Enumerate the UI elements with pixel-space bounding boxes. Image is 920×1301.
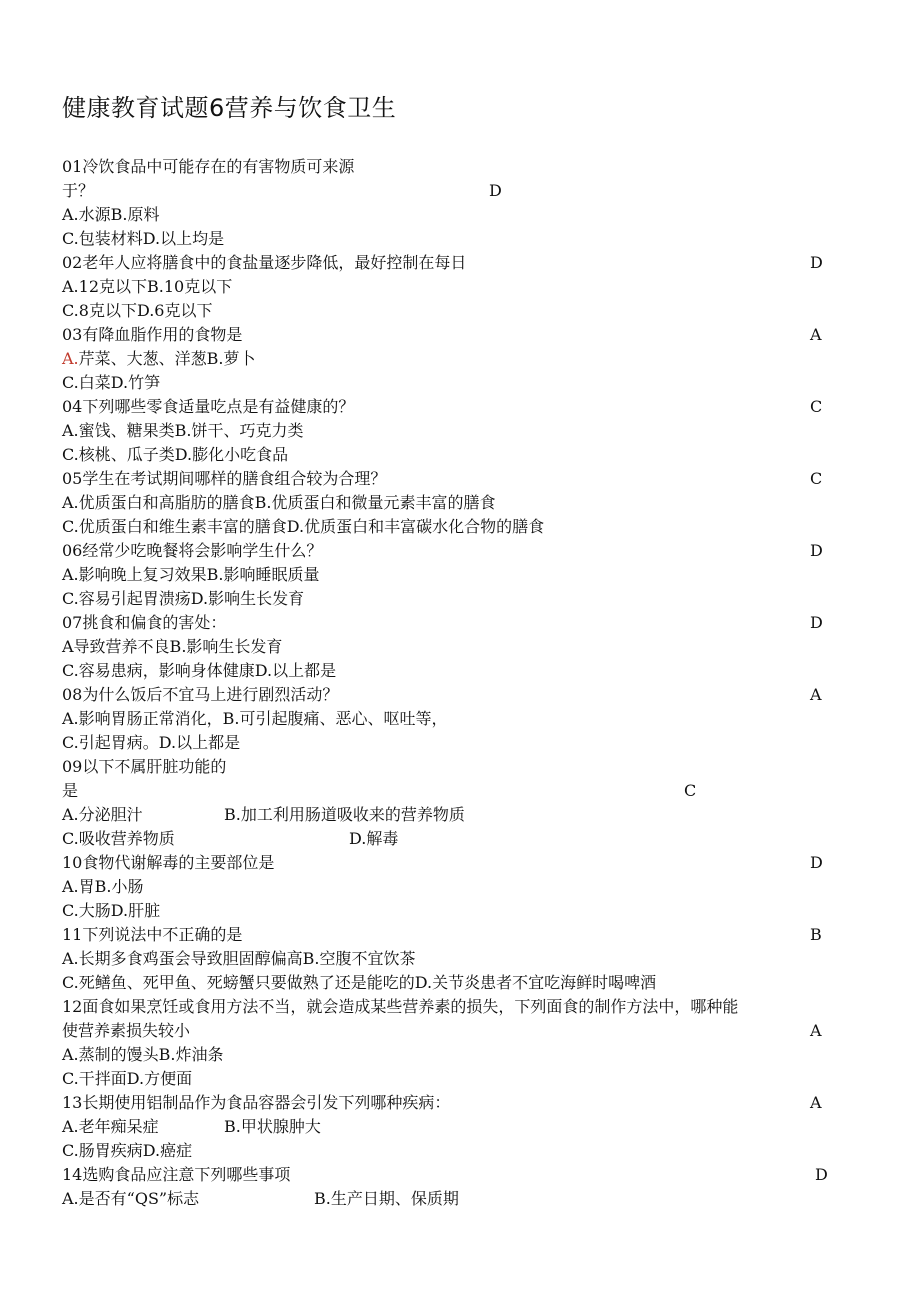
option-line: A.影响胃肠正常消化，B.可引起腹痛、恶心、呕吐等，: [62, 709, 448, 728]
option-line: A.长期多食鸡蛋会导致胆固醇偏高B.空腹不宜饮茶: [62, 949, 416, 968]
page-title: 健康教育试题6营养与饮食卫生: [62, 94, 397, 122]
answer-key: B: [810, 925, 822, 944]
option-line: A.12克以下B.10克以下: [62, 277, 233, 296]
option-c: C.吸收营养物质: [62, 829, 175, 848]
option-line: A.优质蛋白和高脂肪的膳食B.优质蛋白和微量元素丰富的膳食: [62, 493, 496, 512]
option-text: 芹菜、大葱、洋葱B.萝卜: [78, 349, 256, 368]
question-text: 09以下不属肝脏功能的: [62, 757, 227, 776]
option-line: C.优质蛋白和维生素丰富的膳食D.优质蛋白和丰富碳水化合物的膳食: [62, 517, 545, 536]
option-line: C.容易患病，影响身体健康D.以上都是: [62, 661, 337, 680]
question-text: 08为什么饭后不宜马上进行剧烈活动？: [62, 685, 339, 704]
answer-key: D: [810, 253, 823, 272]
question-text: 07挑食和偏食的害处：: [62, 613, 227, 632]
answer-key: C: [684, 781, 697, 800]
option-line: C.核桃、瓜子类D.膨化小吃食品: [62, 445, 289, 464]
answer-key: D: [810, 613, 823, 632]
option-a: A.老年痴呆症: [62, 1117, 159, 1136]
question-text: 03有降血脂作用的食物是: [62, 325, 243, 344]
question-text: 04下列哪些零食适量吃点是有益健康的？: [62, 397, 355, 416]
question-text-cont: 是: [62, 781, 79, 800]
answer-key: A: [810, 1093, 822, 1112]
option-line: A.水源B.原料: [62, 205, 160, 224]
option-line: A.影响晚上复习效果B.影响睡眠质量: [62, 565, 320, 584]
answer-key: D: [810, 541, 823, 560]
answer-key: C: [810, 397, 823, 416]
option-a: A.分泌胆汁: [62, 805, 143, 824]
question-text: 06经常少吃晚餐将会影响学生什么？: [62, 541, 323, 560]
question-text: 13长期使用铝制品作为食品容器会引发下列哪种疾病：: [62, 1093, 451, 1112]
question-text: 14选购食品应注意下列哪些事项: [62, 1165, 291, 1184]
option-line: A导致营养不良B.影响生长发育: [62, 637, 283, 656]
question-text: 05学生在考试期间哪样的膳食组合较为合理？: [62, 469, 387, 488]
option-line: A.蒸制的馒头B.炸油条: [62, 1045, 224, 1064]
question-text: 11下列说法中不正确的是: [62, 925, 243, 944]
option-marker: A.: [62, 349, 79, 368]
option-line: C.白菜D.竹笋: [62, 373, 161, 392]
option-line: C.干拌面D.方便面: [62, 1069, 193, 1088]
answer-key: C: [810, 469, 823, 488]
answer-key: D: [489, 181, 502, 200]
option-line: C.包装材料D.以上均是: [62, 229, 225, 248]
question-text: 02老年人应将膳食中的食盐量逐步降低，最好控制在每日: [62, 253, 467, 272]
answer-key: A: [810, 1021, 822, 1040]
option-line: C.8克以下D.6克以下: [62, 301, 213, 320]
question-text: 01冷饮食品中可能存在的有害物质可来源: [62, 157, 355, 176]
option-line: C.引起胃病。D.以上都是: [62, 733, 241, 752]
question-text: 10食物代谢解毒的主要部位是: [62, 853, 275, 872]
option-b: B.生产日期、保质期: [314, 1189, 459, 1208]
option-b: B.甲状腺肿大: [224, 1117, 321, 1136]
question-text-cont: 使营养素损失较小: [62, 1021, 191, 1040]
option-line: [62, 349, 256, 369]
option-line: C.容易引起胃溃疡D.影响生长发育: [62, 589, 305, 608]
question-text-cont: 于？: [62, 181, 95, 200]
option-line: C.肠胃疾病D.癌症: [62, 1141, 193, 1160]
option-a: A.是否有“QS”标志: [62, 1189, 200, 1208]
answer-key: A: [810, 325, 822, 344]
answer-key: A: [810, 685, 822, 704]
answer-key: D: [815, 1165, 828, 1184]
option-line: A.蜜饯、糖果类B.饼干、巧克力类: [62, 421, 304, 440]
option-line: C.大肠D.肝脏: [62, 901, 161, 920]
option-line: A.胃B.小肠: [62, 877, 144, 896]
option-d: D.解毒: [349, 829, 399, 848]
answer-key: D: [810, 853, 823, 872]
option-b: B.加工利用肠道吸收来的营养物质: [224, 805, 465, 824]
question-text: 12面食如果烹饪或食用方法不当，就会造成某些营养素的损失，下列面食的制作方法中，哪种能: [62, 997, 739, 1016]
option-line: C.死鳝鱼、死甲鱼、死螃蟹只要做熟了还是能吃的D.关节炎患者不宜吃海鲜时喝啤酒: [62, 973, 657, 992]
